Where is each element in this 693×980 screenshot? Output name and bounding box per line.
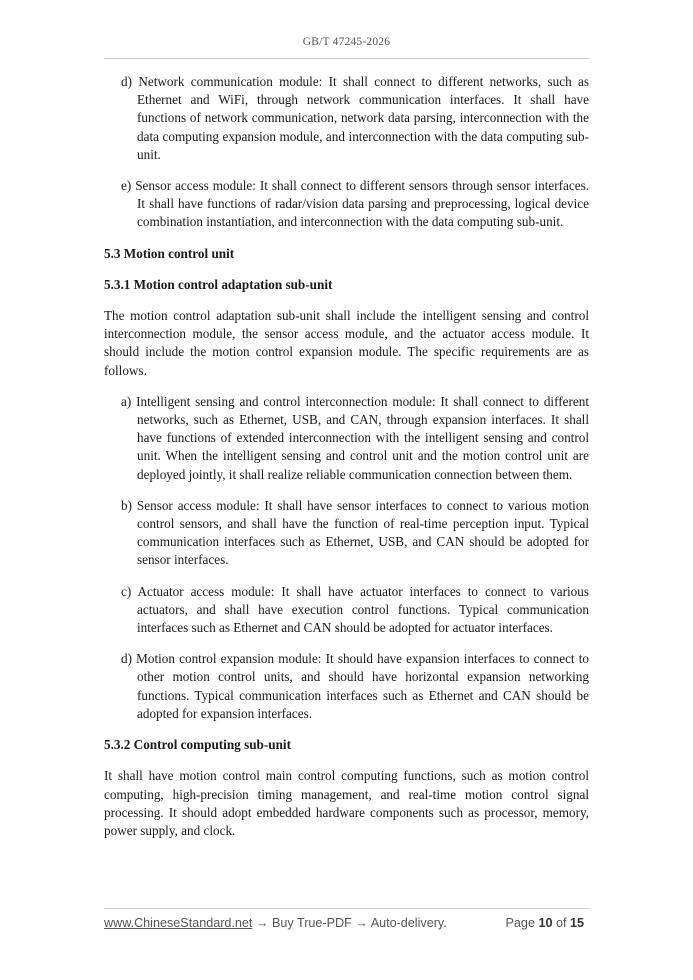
list-item-text: Intelligent sensing and control interconnection module: It shall connect to different networks, such as Ethernet, USB, and CAN, through expansion interfaces. It shall have functions of extended interconnection with the intelligent sensing and control unit. When the intelligent sensing and control unit and the motion control unit are deployed jointly, it shall realize reliable communication connection between them. xyxy=(136,393,589,482)
site-link[interactable]: www.ChineseStandard.net xyxy=(104,916,253,930)
section-heading-5-3-2: 5.3.2 Control computing sub-unit xyxy=(104,737,291,753)
header-divider xyxy=(104,58,590,59)
list-marker: a) xyxy=(121,393,132,409)
list-item-c-actuator-access xyxy=(121,583,589,638)
page-total: 15 xyxy=(569,916,584,930)
paragraph-5-3-2: It shall have motion control main control computing functions, such as motion control computing, high-precision timing management, and real-time motion control signal processing. It should adopt embedded hardware components such as processor, memory, power supply, and clock. xyxy=(104,768,589,838)
list-item-text: Motion control expansion module: It should have expansion interfaces to connect to other motion control units, and should have horizontal expansion networking functions. Typical communication interfaces such as Ethernet and CAN should be adopted for expansion interfaces. xyxy=(136,651,590,721)
paragraph-5-3-1: The motion control adaptation sub-unit shall include the intelligent sensing and control interconnection module, the sensor access module, and the actuator access module. It should include the motion control expansion module. The specific requirements are as follows. xyxy=(104,308,589,378)
list-marker: e) xyxy=(121,178,132,194)
footer-divider xyxy=(104,908,590,909)
list-item-text: Actuator access module: It shall have actuator interfaces to connect to various actuators, and shall have execution control functions. Typical communication interfaces such as Ethernet and CAN should be adopted for actuator interfaces. xyxy=(137,583,589,636)
section-heading-5-3: 5.3 Motion control unit xyxy=(104,245,235,261)
page-body xyxy=(104,73,589,853)
footer-promo xyxy=(104,916,447,930)
list-item-e-sensor-access xyxy=(121,177,589,232)
list-item-d-motion-control-expansion xyxy=(121,650,589,723)
footer-tagline: → Buy True-PDF → Auto-delivery. xyxy=(252,916,447,930)
list-item-a-intelligent-sensing xyxy=(121,393,589,484)
list-marker: d) xyxy=(121,651,132,667)
list-item-b-sensor-access xyxy=(121,497,589,570)
page-number xyxy=(506,916,584,930)
page-word: Page xyxy=(505,916,535,930)
list-marker: d) xyxy=(121,74,132,89)
page-current: 10 xyxy=(538,916,553,930)
list-item-d-network-communication xyxy=(121,73,589,164)
section-heading-5-3-1: 5.3.1 Motion control adaptation sub-unit xyxy=(104,276,333,292)
page-header-standard-code: GB/T 47245-2026 xyxy=(302,36,391,48)
list-item-text: Network communication module: It shall connect to different networks, such as Ethernet and WiFi, through network communication interfaces. It shall have functions of network communication, network data parsing, interconnection with the data computing expansion module, and interconnection with the data computing sub-unit. xyxy=(137,74,589,162)
list-item-text: Sensor access module: It shall have sensor interfaces to connect to various motion control sensors, and shall have the function of real-time perception input. Typical communication interfaces such as Ethernet, USB, and CAN should be adopted for sensor interfaces. xyxy=(136,497,590,568)
list-marker: b) xyxy=(121,497,132,513)
list-item-text: Sensor access module: It shall connect to different sensors through sensor interfaces. It shall have functions of radar/vision data parsing and preprocessing, logical device combination instantiation, and interconnection with the data computing sub-unit. xyxy=(135,178,590,230)
of-word: of xyxy=(555,916,567,930)
list-marker: c) xyxy=(121,583,132,599)
